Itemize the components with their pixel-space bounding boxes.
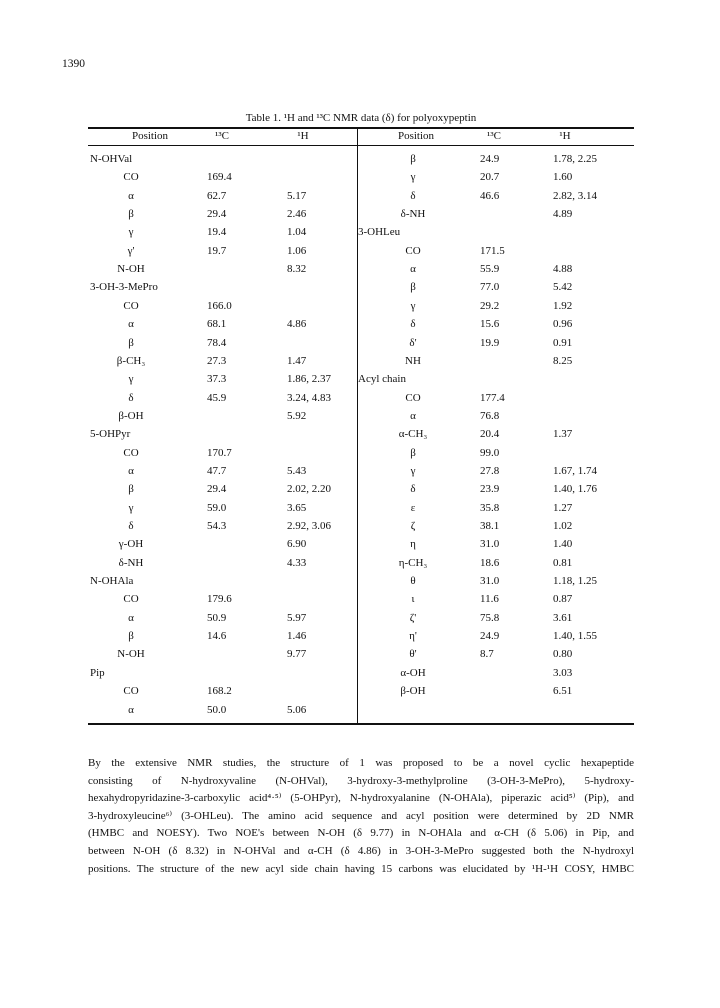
carbon-shift-cell: 50.9	[207, 611, 227, 624]
carbon-shift-cell: 166.0	[207, 299, 232, 312]
position-cell: N-OHVal	[90, 153, 133, 165]
carbon-shift-cell: 31.0	[480, 538, 500, 551]
position-cell: γ	[410, 171, 416, 184]
table-row	[0, 372, 720, 387]
proton-shift-cell: 2.82, 3.14	[553, 189, 597, 202]
proton-shift-cell: 1.60	[553, 171, 573, 184]
carbon-shift-cell: 38.1	[480, 520, 500, 532]
position-cell: δ-NH	[118, 556, 144, 569]
carbon-shift-cell: 170.7	[207, 446, 232, 459]
position-cell: β	[410, 281, 416, 294]
proton-shift-cell: 2.92, 3.06	[287, 520, 331, 532]
proton-shift-cell: 2.46	[287, 208, 307, 221]
table-row	[0, 574, 720, 589]
position-cell: η	[410, 538, 416, 551]
table-row	[0, 592, 720, 607]
carbon-shift-cell: 37.3	[207, 373, 227, 386]
position-cell: β	[410, 153, 416, 165]
body-paragraph	[88, 755, 634, 878]
paragraph-line: 3-hydroxyleucine⁶⁾ (3-OHLeu). The amino acid sequence and acyl position were determined by 2D NMR	[88, 809, 634, 822]
proton-shift-cell: 1.40, 1.55	[553, 630, 597, 643]
position-cell: α	[128, 464, 134, 477]
proton-shift-cell: 0.87	[553, 593, 573, 606]
carbon-shift-cell: 29.2	[480, 299, 500, 312]
proton-shift-cell: 1.40	[553, 538, 573, 551]
table-row	[0, 501, 720, 516]
table-row	[0, 225, 720, 240]
table-row	[0, 262, 720, 277]
proton-shift-cell: 2.02, 2.20	[287, 483, 331, 496]
table-row	[0, 464, 720, 479]
carbon-shift-cell: 31.0	[480, 575, 500, 588]
carbon-shift-cell: 168.2	[207, 685, 232, 698]
carbon-shift-cell: 15.6	[480, 318, 500, 331]
proton-shift-cell: 1.06	[287, 244, 307, 257]
table-row	[0, 684, 720, 699]
header-1h-left: ¹H	[297, 130, 309, 142]
carbon-shift-cell: 76.8	[480, 409, 500, 422]
position-cell: 3-OH-3-MePro	[90, 281, 158, 294]
carbon-shift-cell: 23.9	[480, 483, 500, 496]
carbon-shift-cell: 19.4	[207, 226, 227, 239]
carbon-shift-cell: 169.4	[207, 171, 232, 184]
header-13c-left: ¹³C	[215, 130, 229, 142]
position-cell: δ	[128, 391, 134, 404]
position-cell: α-CH₃	[398, 428, 428, 441]
table-row	[0, 280, 720, 295]
proton-shift-cell: 1.86, 2.37	[287, 373, 331, 386]
table-row	[0, 537, 720, 552]
position-cell: δ'	[409, 336, 417, 349]
paragraph-line: between N-OH (δ 8.32) in N-OHVal and α-CH (δ 4.86) in 3-OH-3-MePro suggested both the N-hydroxyl	[88, 844, 634, 857]
page-number: 1390	[62, 58, 85, 70]
position-cell: α	[410, 409, 416, 422]
position-cell: γ	[410, 464, 416, 477]
table-row	[0, 666, 720, 681]
position-cell: α	[410, 263, 416, 276]
carbon-shift-cell: 47.7	[207, 464, 227, 477]
carbon-shift-cell: 18.6	[480, 556, 500, 569]
carbon-shift-cell: 11.6	[480, 593, 499, 606]
carbon-shift-cell: 177.4	[480, 391, 505, 404]
paragraph-line: positions. The structure of the new acyl side chain having 15 carbons was elucidated by ¹H-¹H COSY, HMBC	[88, 862, 634, 875]
carbon-shift-cell: 99.0	[480, 446, 500, 459]
proton-shift-cell: 4.33	[287, 556, 307, 569]
proton-shift-cell: 3.03	[553, 666, 573, 679]
position-cell: 3-OHLeu	[358, 226, 401, 239]
position-cell: ζ	[410, 520, 416, 532]
position-cell: CO	[123, 171, 139, 184]
position-cell: γ	[128, 373, 134, 386]
header-position-left: Position	[131, 130, 169, 142]
proton-shift-cell: 1.92	[553, 299, 573, 312]
carbon-shift-cell: 45.9	[207, 391, 227, 404]
position-cell: δ	[410, 318, 416, 331]
position-cell: Acyl chain	[358, 373, 406, 386]
table-row	[0, 336, 720, 351]
table-row	[0, 299, 720, 314]
proton-shift-cell: 1.67, 1.74	[553, 464, 597, 477]
position-cell: δ	[128, 520, 134, 532]
carbon-shift-cell: 50.0	[207, 703, 227, 716]
position-cell: θ'	[409, 648, 417, 661]
position-cell: δ	[410, 483, 416, 496]
proton-shift-cell: 1.02	[553, 520, 573, 532]
table-row	[0, 611, 720, 626]
proton-shift-cell: 1.46	[287, 630, 307, 643]
table-row	[0, 152, 720, 167]
table-row	[0, 354, 720, 369]
position-cell: CO	[123, 593, 139, 606]
paragraph-line: By the extensive NMR studies, the structure of 1 was proposed to be a novel cyclic hexapeptide	[88, 757, 634, 769]
position-cell: α	[128, 703, 134, 716]
proton-shift-cell: 1.40, 1.76	[553, 483, 597, 496]
carbon-shift-cell: 54.3	[207, 520, 227, 532]
position-cell: CO	[123, 299, 139, 312]
proton-shift-cell: 1.04	[287, 226, 307, 239]
header-position-right: Position	[397, 130, 435, 142]
carbon-shift-cell: 14.6	[207, 630, 227, 643]
table-row	[0, 409, 720, 424]
proton-shift-cell: 6.51	[553, 685, 573, 698]
position-cell: β	[128, 630, 134, 643]
proton-shift-cell: 5.17	[287, 189, 307, 202]
proton-shift-cell: 4.88	[553, 263, 573, 276]
position-cell: NH	[405, 354, 421, 367]
proton-shift-cell: 5.42	[553, 281, 573, 294]
paragraph-line: (HMBC and NOESY). Two NOE's between N-OH (δ 9.77) in N-OHAla and α-CH (δ 5.06) in Pip, and	[88, 827, 634, 840]
carbon-shift-cell: 29.4	[207, 208, 227, 221]
proton-shift-cell: 3.24, 4.83	[287, 391, 331, 404]
carbon-shift-cell: 75.8	[480, 611, 500, 624]
carbon-shift-cell: 35.8	[480, 501, 500, 514]
position-cell: γ	[128, 501, 134, 514]
position-cell: θ	[410, 575, 416, 588]
carbon-shift-cell: 68.1	[207, 318, 227, 331]
carbon-shift-cell: 77.0	[480, 281, 500, 294]
position-cell: δ-NH	[400, 208, 426, 221]
position-cell: δ	[410, 189, 416, 202]
position-cell: CO	[405, 244, 421, 257]
proton-shift-cell: 1.27	[553, 501, 573, 514]
carbon-shift-cell: 29.4	[207, 483, 227, 496]
position-cell: η'	[409, 630, 417, 643]
carbon-shift-cell: 171.5	[480, 244, 505, 257]
table-bottom-rule	[88, 723, 634, 725]
table-row	[0, 556, 720, 571]
table-row	[0, 207, 720, 222]
table-row	[0, 189, 720, 204]
paragraph-line: consisting of N-hydroxyvaline (N-OHVal), 3-hydroxy-3-methylproline (3-OH-3-MePro), 5-hydroxy-	[88, 774, 634, 787]
position-cell: 5-OHPyr	[90, 428, 131, 441]
carbon-shift-cell: 19.7	[207, 244, 227, 257]
proton-shift-cell: 1.37	[553, 428, 573, 441]
position-cell: ι	[411, 593, 415, 606]
table-row	[0, 446, 720, 461]
carbon-shift-cell: 78.4	[207, 336, 227, 349]
carbon-shift-cell: 27.8	[480, 464, 500, 477]
table-row	[0, 427, 720, 442]
position-cell: α	[128, 189, 134, 202]
carbon-shift-cell: 20.7	[480, 171, 500, 184]
proton-shift-cell: 3.61	[553, 611, 573, 624]
proton-shift-cell: 5.92	[287, 409, 307, 422]
table-row	[0, 244, 720, 259]
carbon-shift-cell: 19.9	[480, 336, 500, 349]
header-1h-right: ¹H	[559, 130, 571, 142]
table-row	[0, 703, 720, 718]
proton-shift-cell: 8.25	[553, 354, 573, 367]
position-cell: β	[128, 208, 134, 221]
carbon-shift-cell: 8.7	[480, 648, 494, 661]
position-cell: γ'	[127, 244, 135, 257]
position-cell: N-OH	[117, 648, 145, 661]
carbon-shift-cell: 24.9	[480, 630, 500, 643]
position-cell: α	[128, 318, 134, 331]
proton-shift-cell: 1.18, 1.25	[553, 575, 597, 588]
proton-shift-cell: 1.78, 2.25	[553, 153, 597, 165]
position-cell: γ	[410, 299, 416, 312]
carbon-shift-cell: 27.3	[207, 354, 227, 367]
proton-shift-cell: 9.77	[287, 648, 307, 661]
table-row	[0, 629, 720, 644]
position-cell: β	[128, 336, 134, 349]
table-row	[0, 317, 720, 332]
proton-shift-cell: 0.81	[553, 556, 573, 569]
position-cell: α-OH	[400, 666, 426, 679]
proton-shift-cell: 0.91	[553, 336, 573, 349]
carbon-shift-cell: 55.9	[480, 263, 500, 276]
table-header-rule	[88, 145, 634, 146]
carbon-shift-cell: 179.6	[207, 593, 232, 606]
proton-shift-cell: 4.89	[553, 208, 573, 221]
carbon-shift-cell: 62.7	[207, 189, 227, 202]
position-cell: γ-OH	[118, 538, 144, 551]
position-cell: β-OH	[118, 409, 144, 422]
proton-shift-cell: 5.97	[287, 611, 307, 624]
position-cell: CO	[405, 391, 421, 404]
table-caption: Table 1. ¹H and ¹³C NMR data (δ) for polyoxypeptin	[245, 112, 477, 124]
position-cell: CO	[123, 446, 139, 459]
proton-shift-cell: 8.32	[287, 263, 307, 276]
table-row	[0, 519, 720, 534]
header-13c-right: ¹³C	[487, 130, 501, 142]
position-cell: γ	[128, 226, 134, 239]
carbon-shift-cell: 24.9	[480, 153, 500, 165]
position-cell: β	[410, 446, 416, 459]
table-row	[0, 647, 720, 662]
proton-shift-cell: 5.06	[287, 703, 307, 716]
proton-shift-cell: 0.96	[553, 318, 573, 331]
position-cell: CO	[123, 685, 139, 698]
proton-shift-cell: 5.43	[287, 464, 307, 477]
position-cell: β-OH	[400, 685, 426, 698]
position-cell: ζ'	[409, 611, 417, 624]
position-cell: Pip	[90, 666, 105, 679]
position-cell: N-OHAla	[90, 575, 134, 588]
paragraph-line: hexahydropyridazine-3-carboxylic acid⁴·⁵⁾ (5-OHPyr), N-hydroxyalanine (N-OHAla), piperazic acid⁵⁾ (Pip), and	[88, 792, 634, 805]
position-cell: α	[128, 611, 134, 624]
carbon-shift-cell: 46.6	[480, 189, 500, 202]
proton-shift-cell: 6.90	[287, 538, 307, 551]
position-cell: β-CH₃	[116, 354, 146, 367]
table-row	[0, 391, 720, 406]
position-cell: N-OH	[117, 263, 145, 276]
proton-shift-cell: 3.65	[287, 501, 307, 514]
proton-shift-cell: 0.80	[553, 648, 573, 661]
table-row	[0, 482, 720, 497]
position-cell: η-CH₃	[398, 556, 428, 569]
carbon-shift-cell: 59.0	[207, 501, 227, 514]
table-top-rule	[88, 127, 634, 129]
position-cell: ε	[410, 501, 416, 514]
table-row	[0, 170, 720, 185]
proton-shift-cell: 4.86	[287, 318, 307, 331]
position-cell: β	[128, 483, 134, 496]
proton-shift-cell: 1.47	[287, 354, 307, 367]
carbon-shift-cell: 20.4	[480, 428, 500, 441]
